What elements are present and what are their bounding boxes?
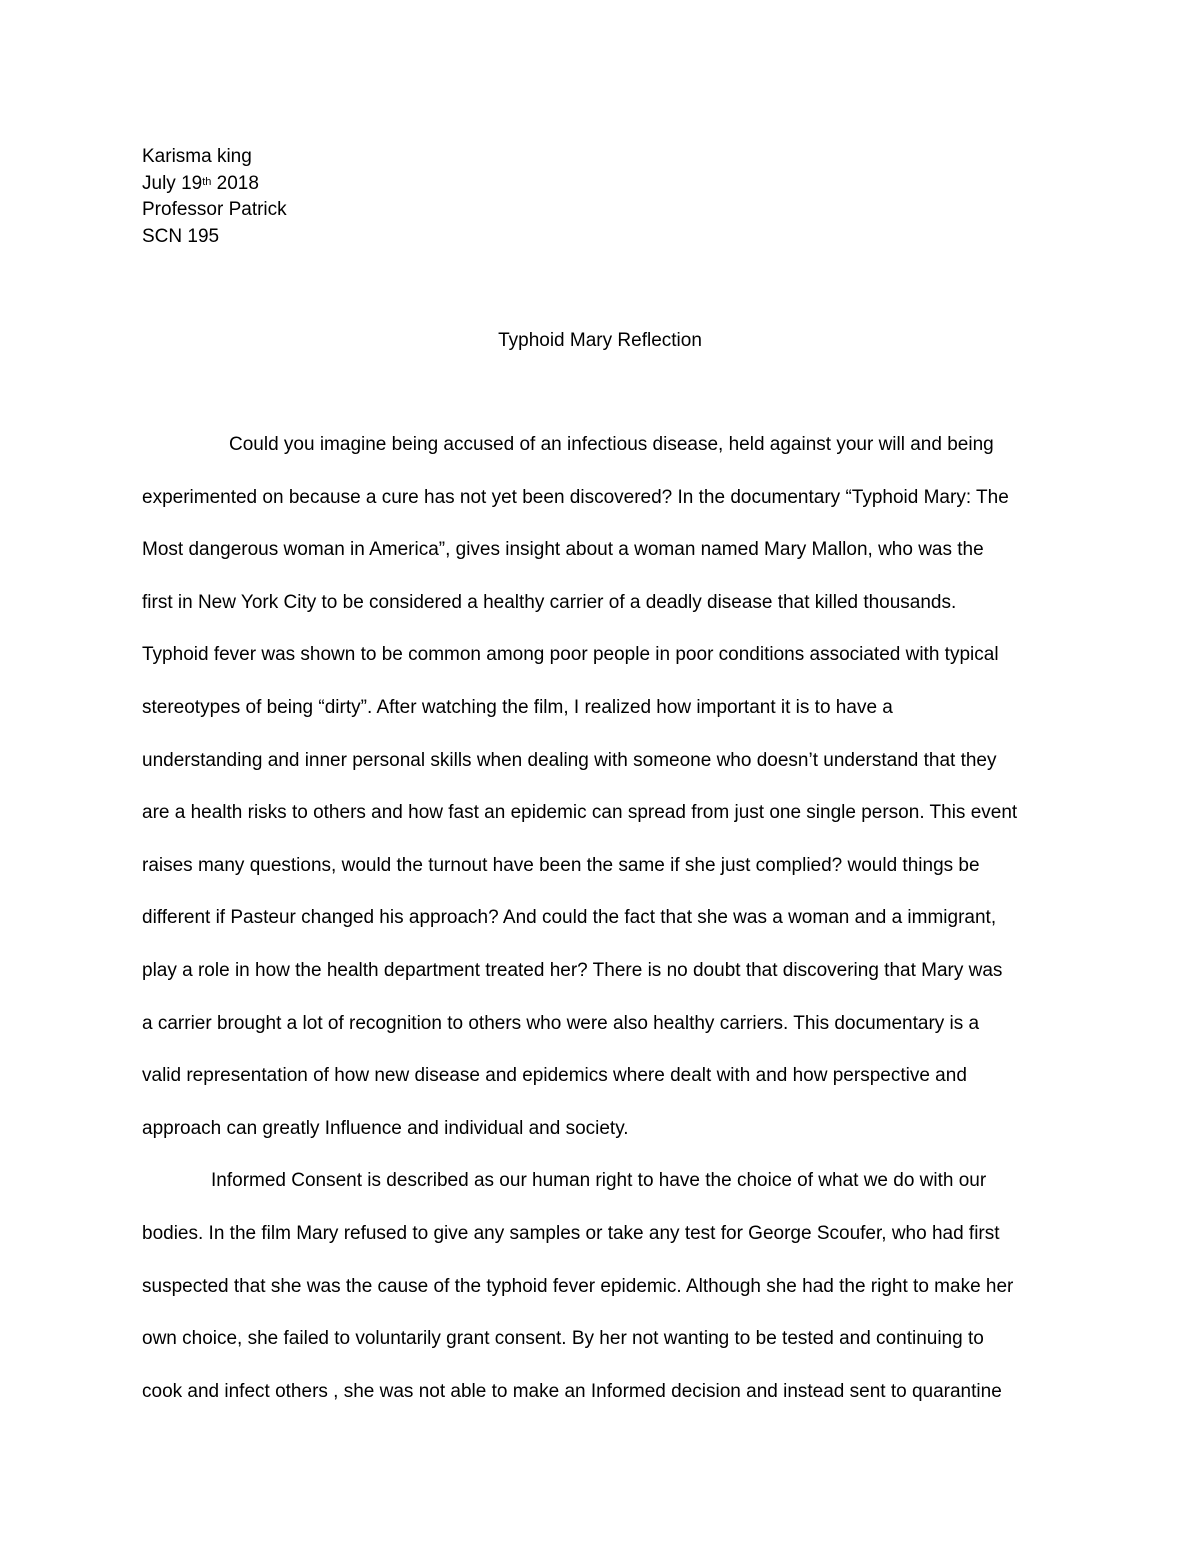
body-line: suspected that she was the cause of the typhoid fever epidemic. Although she had the right to make her — [142, 1275, 1014, 1297]
body-line: understanding and inner personal skills when dealing with someone who doesn’t understand that they — [142, 749, 997, 771]
body-line: cook and infect others , she was not able to make an Informed decision and instead sent to quarantine — [142, 1380, 1002, 1402]
body-line: bodies. In the film Mary refused to give any samples or take any test for George Scoufer, who had first — [142, 1222, 1000, 1244]
document-title: Typhoid Mary Reflection — [498, 330, 702, 351]
course-code: SCN 195 — [142, 225, 220, 247]
body-line: experimented on because a cure has not yet been discovered? In the documentary “Typhoid Mary: The — [142, 486, 1009, 508]
body-line: Could you imagine being accused of an infectious disease, held against your will and being — [229, 434, 994, 455]
date-suffix: 2018 — [211, 172, 259, 194]
body-line: a carrier brought a lot of recognition to others who were also healthy carriers. This documentary is a — [142, 1012, 980, 1034]
body-line: play a role in how the health department treated her? There is no doubt that discovering that Mary was — [142, 959, 1003, 981]
body-line: Typhoid fever was shown to be common among poor people in poor conditions associated with typical — [142, 644, 999, 666]
body-line: approach can greatly Influence and individual and society. — [142, 1117, 629, 1139]
body-line: Informed Consent is described as our human right to have the choice of what we do with our — [211, 1170, 987, 1192]
body-line: different if Pasteur changed his approach? And could the fact that she was a woman and a immigrant, — [142, 907, 997, 929]
date-superscript: th — [202, 175, 212, 188]
date-prefix: July 19 — [142, 172, 203, 194]
professor-name: Professor Patrick — [142, 199, 287, 220]
body-line: valid representation of how new disease and epidemics where dealt with and how perspective and — [142, 1065, 967, 1087]
author-name: Karisma king — [142, 146, 252, 167]
body-line: raises many questions, would the turnout have been the same if she just complied? would things be — [142, 854, 980, 876]
body-line: own choice, she failed to voluntarily grant consent. By her not wanting to be tested and continuing to — [142, 1328, 984, 1350]
body-line: are a health risks to others and how fast an epidemic can spread from just one single person. This event — [142, 802, 1018, 824]
body-line: stereotypes of being “dirty”. After watching the film, I realized how important it is to have a — [142, 696, 893, 718]
body-line: first in New York City to be considered a healthy carrier of a deadly disease that killed thousands. — [142, 591, 957, 613]
document-header — [142, 144, 287, 250]
document-body — [142, 432, 1062, 1431]
date-line — [142, 171, 287, 198]
body-line: Most dangerous woman in America”, gives insight about a woman named Mary Mallon, who was the — [142, 539, 984, 561]
